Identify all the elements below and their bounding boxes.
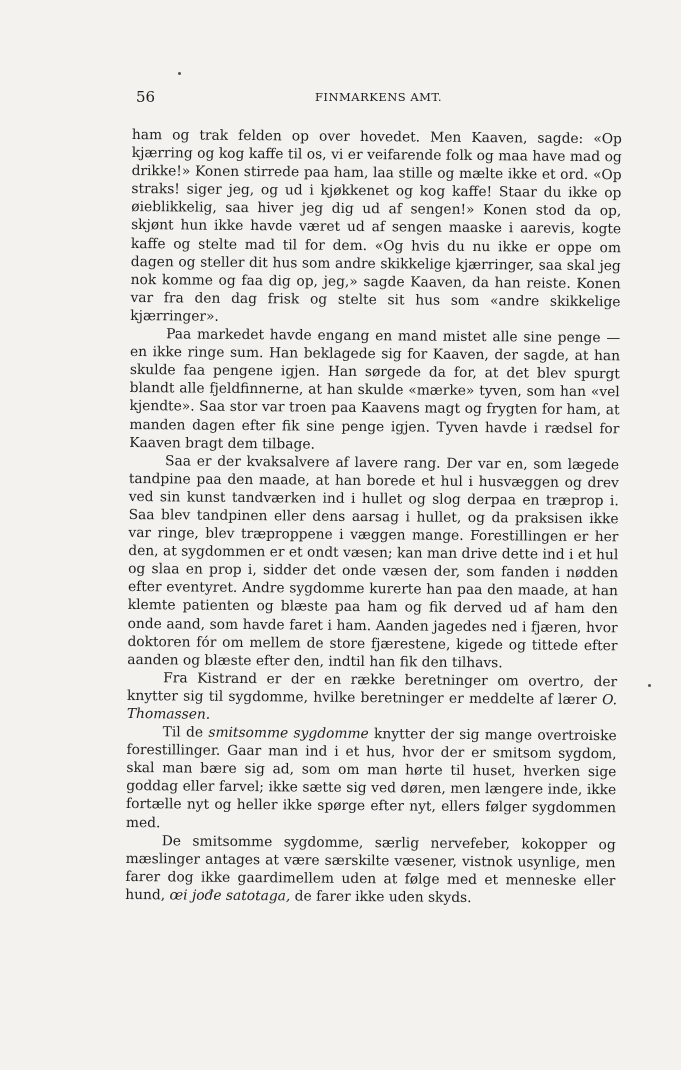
paper-speck <box>648 684 651 687</box>
author-name: O. Thomassen. <box>126 692 618 723</box>
paragraph-kistrand <box>127 669 617 728</box>
kistrand-text: Fra Kistrand er der en række beretninger om overtro, der knytter sig til sygdomme, hvilke beretninger er meddelte af lærer <box>126 670 618 708</box>
p6-start: De smitsomme sygdomme, særlig nervefeber, kokopper og mæslinger antages at være særskilte væsener, vistnok usynlige, men farer dog ikke gaardimellem uden at følge med et menneske eller hund, <box>125 832 616 904</box>
running-title: FINMARKENS AMT. <box>314 90 443 104</box>
paragraph-stolen-money: Paa markedet havde engang en mand mistet alle sine penge — en ikke ringe sum. Han beklagede sig for Kaaven, der sagde, at han skulde faa pengene igjen. Han sørgede da for, at det blev spurgt blandt alle fjeldfinnerne, at han skulde «mærke» tyven, som han «vel kjendte». Saa stor var troen paa Kaavens magt og frygten for ham, at manden dagen efter fik sine penge igjen. Tyven havde i rædsel for Kaaven bragt dem tilbage. <box>129 326 621 453</box>
term-contagious-diseases: smitsomme sygdomme <box>208 724 369 743</box>
p5-start: Til de <box>162 724 204 741</box>
page-header <box>136 88 621 108</box>
paragraph-kaaven-story: ham og trak felden op over hovedet. Men Kaaven, sagde: «Op kjærring og kog kaffe til os, vi er veifarende folk og maa have mad og drikke!» Konen stirrede paa ham, laa stille og mælte ikke et ord. «Op straks! siger jeg, og ud i kjøkkenet og kog kaffe! Staar du ikke op øieblikkelig, saa hiver jeg dig ud af sengen!» Konen stod da op, skjønt hun ikke havde været ud af sengen maaske i aarevis, kogte kaffe og stelte mad til for dem. «Og hvis du nu ikke er oppe om dagen og steller dit hus som andre skikkelige kjærringer, saa skal jeg nok komme og faa dig op, jeg,» sagde Kaaven, da han reiste. Konen var fra den dag frisk og stelte sit hus som «andre skikkelige kjærringer». <box>130 126 622 325</box>
p5-rest: knytter der sig mange overtroiske forestillinger. Gaar man ind i et hus, hvor der er smitsom sygdom, skal man bære sig ad, som om man hørte til huset, hverken sige goddag eller farvel; ikke sætte sig ved døren, men længere inde, ikke fortælle nyt og heller ikke spørge efter nyt, ellers følger sygdommen med. <box>125 726 617 831</box>
paragraph-contagious-diseases <box>126 723 617 836</box>
paragraph-disease-beings <box>125 832 616 909</box>
paper-speck <box>178 72 181 75</box>
p6-end: de farer ikke uden skyds. <box>294 888 472 906</box>
page-number: 56 <box>136 88 156 106</box>
sami-phrase: œi jođe satotaga, <box>169 887 291 905</box>
body-text <box>125 126 622 908</box>
paragraph-quack-healers: Saa er der kvaksalvere af lavere rang. Der var en, som lægede tandpine paa den maade, at han borede et hul i husvæggen og drev ved sin kunst tandværken ind i hullet og slog derpaa en træprop i. Saa blev tandpinen eller dens aarsag i hullet, og da praksisen ikke var ringe, blev træproppene i væggen mange. Forestillingen er her den, at sygdommen er et ondt væsen; kan man drive dette ind i et hul og slaa en prop i, sidder det onde væsen der, som fanden i nødden efter eventyret. Andre sygdomme kurerte han paa den maade, at han klemte patienten og blæste paa ham og fik derved ud af ham den onde aand, som havde faret i ham. Aanden jagedes ned i fjæren, hvor doktoren fór om mellem de store fjærestene, kigede og tittede efter aanden og blæste efter den, indtil han fik den tilhavs. <box>127 452 620 671</box>
